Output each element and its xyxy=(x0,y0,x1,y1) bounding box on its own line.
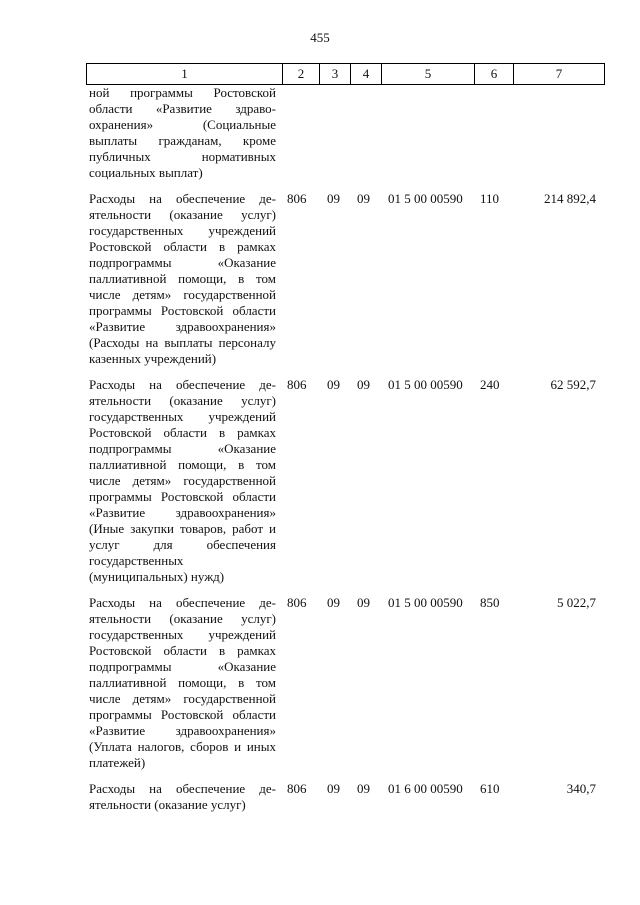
expense-type-code: 110 xyxy=(480,191,500,206)
subsection-code: 09 xyxy=(357,595,370,610)
expense-type-code: 610 xyxy=(480,781,500,796)
amount-value: 214 892,4 xyxy=(544,191,596,206)
column-header-1: 1 xyxy=(87,64,283,85)
column-header-2: 2 xyxy=(283,64,320,85)
row-description: ной программы Ростовской области «Развитие здравоохранения» (Социальные выплаты гражданам, кроме публичных нормативных социальных выплат) xyxy=(89,85,276,180)
target-article-code: 01 6 00 00590 xyxy=(388,781,463,796)
table-row xyxy=(89,377,609,585)
column-header-table xyxy=(86,63,605,85)
column-header-6: 6 xyxy=(475,64,514,85)
row-description: Расходы на обеспечение деятельности (оказание услуг) государственных учреждений Ростовской области в рамках подпрограммы «Оказание паллиативной помощи, в том числе детям» государственной программы Ростовской области «Развитие здравоохранения» (Иные закупки товаров, работ и услуг для обеспечения государственных (муниципальных) нужд) xyxy=(89,377,276,584)
target-article-code: 01 5 00 00590 xyxy=(388,377,463,392)
ministry-code: 806 xyxy=(287,781,307,796)
expense-type-code: 850 xyxy=(480,595,500,610)
target-article-code: 01 5 00 00590 xyxy=(388,595,463,610)
amount-value: 340,7 xyxy=(566,781,596,796)
target-article-code: 01 5 00 00590 xyxy=(388,191,463,206)
row-description: Расходы на обеспечение деятельности (оказание услуг) государственных учреждений Ростовской области в рамках подпрограммы «Оказание паллиативной помощи, в том числе детям» государственной программы Ростовской области «Развитие здравоохранения» (Расходы на выплаты персоналу казенных учреждений) xyxy=(89,191,276,366)
section-code: 09 xyxy=(327,191,340,206)
subsection-code: 09 xyxy=(357,191,370,206)
expense-type-code: 240 xyxy=(480,377,500,392)
amount-value: 5 022,7 xyxy=(557,595,596,610)
column-header-7: 7 xyxy=(514,64,605,85)
table-row xyxy=(89,595,609,771)
ministry-code: 806 xyxy=(287,191,307,206)
section-code: 09 xyxy=(327,781,340,796)
column-header-3: 3 xyxy=(320,64,351,85)
amount-value: 62 592,7 xyxy=(550,377,596,392)
column-header-4: 4 xyxy=(351,64,382,85)
table-row xyxy=(89,781,609,813)
column-header-5: 5 xyxy=(382,64,475,85)
subsection-code: 09 xyxy=(357,377,370,392)
page-number: 455 xyxy=(310,30,330,45)
budget-table-body xyxy=(89,85,609,823)
column-header-row xyxy=(87,64,605,85)
row-description: Расходы на обеспечение деятельности (оказание услуг) xyxy=(89,781,276,812)
table-row xyxy=(89,191,609,367)
subsection-code: 09 xyxy=(357,781,370,796)
section-code: 09 xyxy=(327,595,340,610)
section-code: 09 xyxy=(327,377,340,392)
row-description: Расходы на обеспечение деятельности (оказание услуг) государственных учреждений Ростовской области в рамках подпрограммы «Оказание паллиативной помощи, в том числе детям» государственной программы Ростовской области «Развитие здравоохранения» (Уплата налогов, сборов и иных платежей) xyxy=(89,595,276,770)
ministry-code: 806 xyxy=(287,595,307,610)
table-row xyxy=(89,85,609,181)
ministry-code: 806 xyxy=(287,377,307,392)
